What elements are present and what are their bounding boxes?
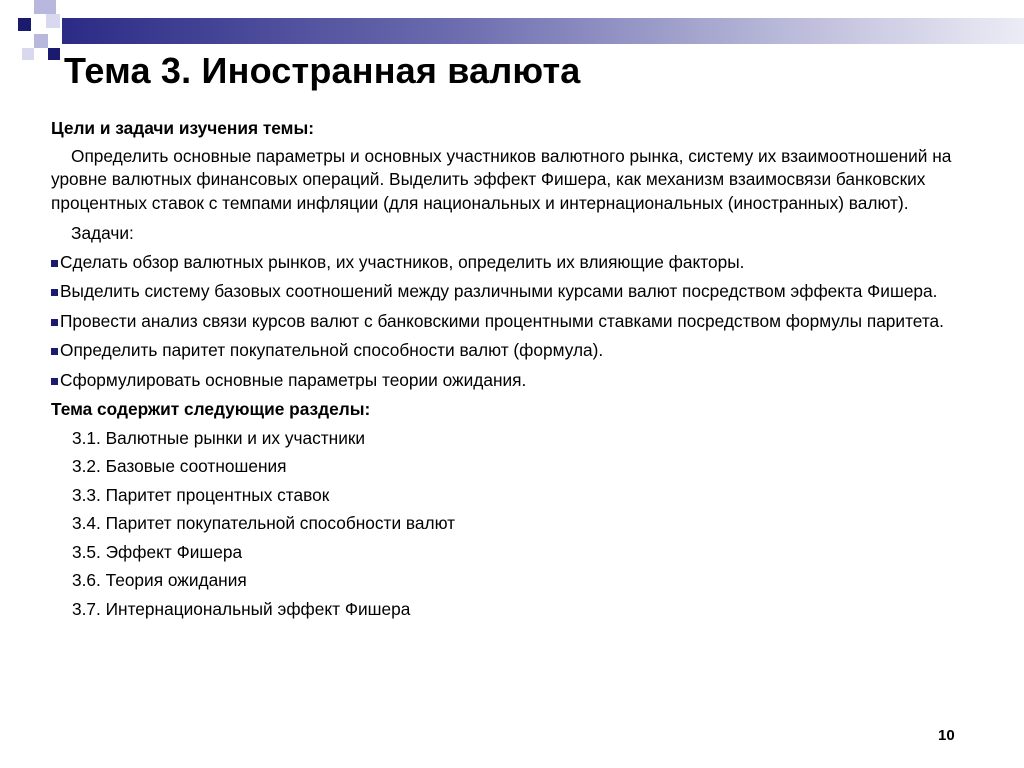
section-item: 3.1. Валютные рынки и их участники <box>72 427 366 448</box>
sections-list <box>51 427 1001 622</box>
square-bullet-icon <box>51 348 58 355</box>
square-bullet-icon <box>51 378 58 385</box>
task-item <box>51 369 1001 393</box>
decor-square-pale <box>46 14 60 28</box>
section-item: 3.3. Паритет процентных ставок <box>72 484 330 505</box>
task-text: Провести анализ связи курсов валют с банковскими процентными ставками посредством формулы паритета. <box>60 310 944 331</box>
task-text: Сформулировать основные параметры теории ожидания. <box>60 369 527 390</box>
tasks-list <box>51 251 1001 393</box>
sections-heading: Тема содержит следующие разделы: <box>51 399 371 419</box>
section-item: 3.6. Теория ожидания <box>72 570 247 590</box>
square-bullet-icon <box>51 260 58 267</box>
page-number: 10 <box>938 727 955 744</box>
goals-heading: Цели и задачи изучения темы: <box>51 118 314 138</box>
task-item <box>51 310 1001 334</box>
slide-title: Тема 3. Иностранная валюта <box>64 50 581 91</box>
decor-square-navy <box>48 48 60 60</box>
decor-square-lavender <box>34 0 56 14</box>
square-bullet-icon <box>51 319 58 326</box>
task-item <box>51 339 1001 363</box>
task-text: Сделать обзор валютных рынков, их участников, определить их влияющие факторы. <box>60 251 745 272</box>
square-bullet-icon <box>51 289 58 296</box>
task-item <box>51 251 1001 275</box>
section-item: 3.2. Базовые соотношения <box>72 456 287 476</box>
section-item: 3.5. Эффект Фишера <box>72 541 243 562</box>
decor-square-lavender <box>34 34 48 48</box>
header-gradient-bar <box>62 18 1024 44</box>
task-item <box>51 280 1001 304</box>
section-item: 3.4. Паритет покупательной способности валют <box>72 513 456 533</box>
section-item: 3.7. Интернациональный эффект Фишера <box>72 598 411 619</box>
goals-text: Определить основные параметры и основных участников валютного рынка, систему их взаимоотношений на уровне валютных финансовых операций. Выделить эффект Фишера, как механизм взаимосвязи банковских процентных ставок с темпами инфляции (для национальных и интернациональных (иностранных) валют). <box>51 145 952 213</box>
task-text: Определить паритет покупательной способности валют (формула). <box>60 340 604 360</box>
decor-square-navy <box>18 18 31 31</box>
slide-content <box>51 117 1001 626</box>
decor-square-pale <box>22 48 34 60</box>
tasks-heading: Задачи: <box>71 223 134 243</box>
task-text: Выделить систему базовых соотношений между различными курсами валют посредством эффекта Фишера. <box>60 281 938 301</box>
